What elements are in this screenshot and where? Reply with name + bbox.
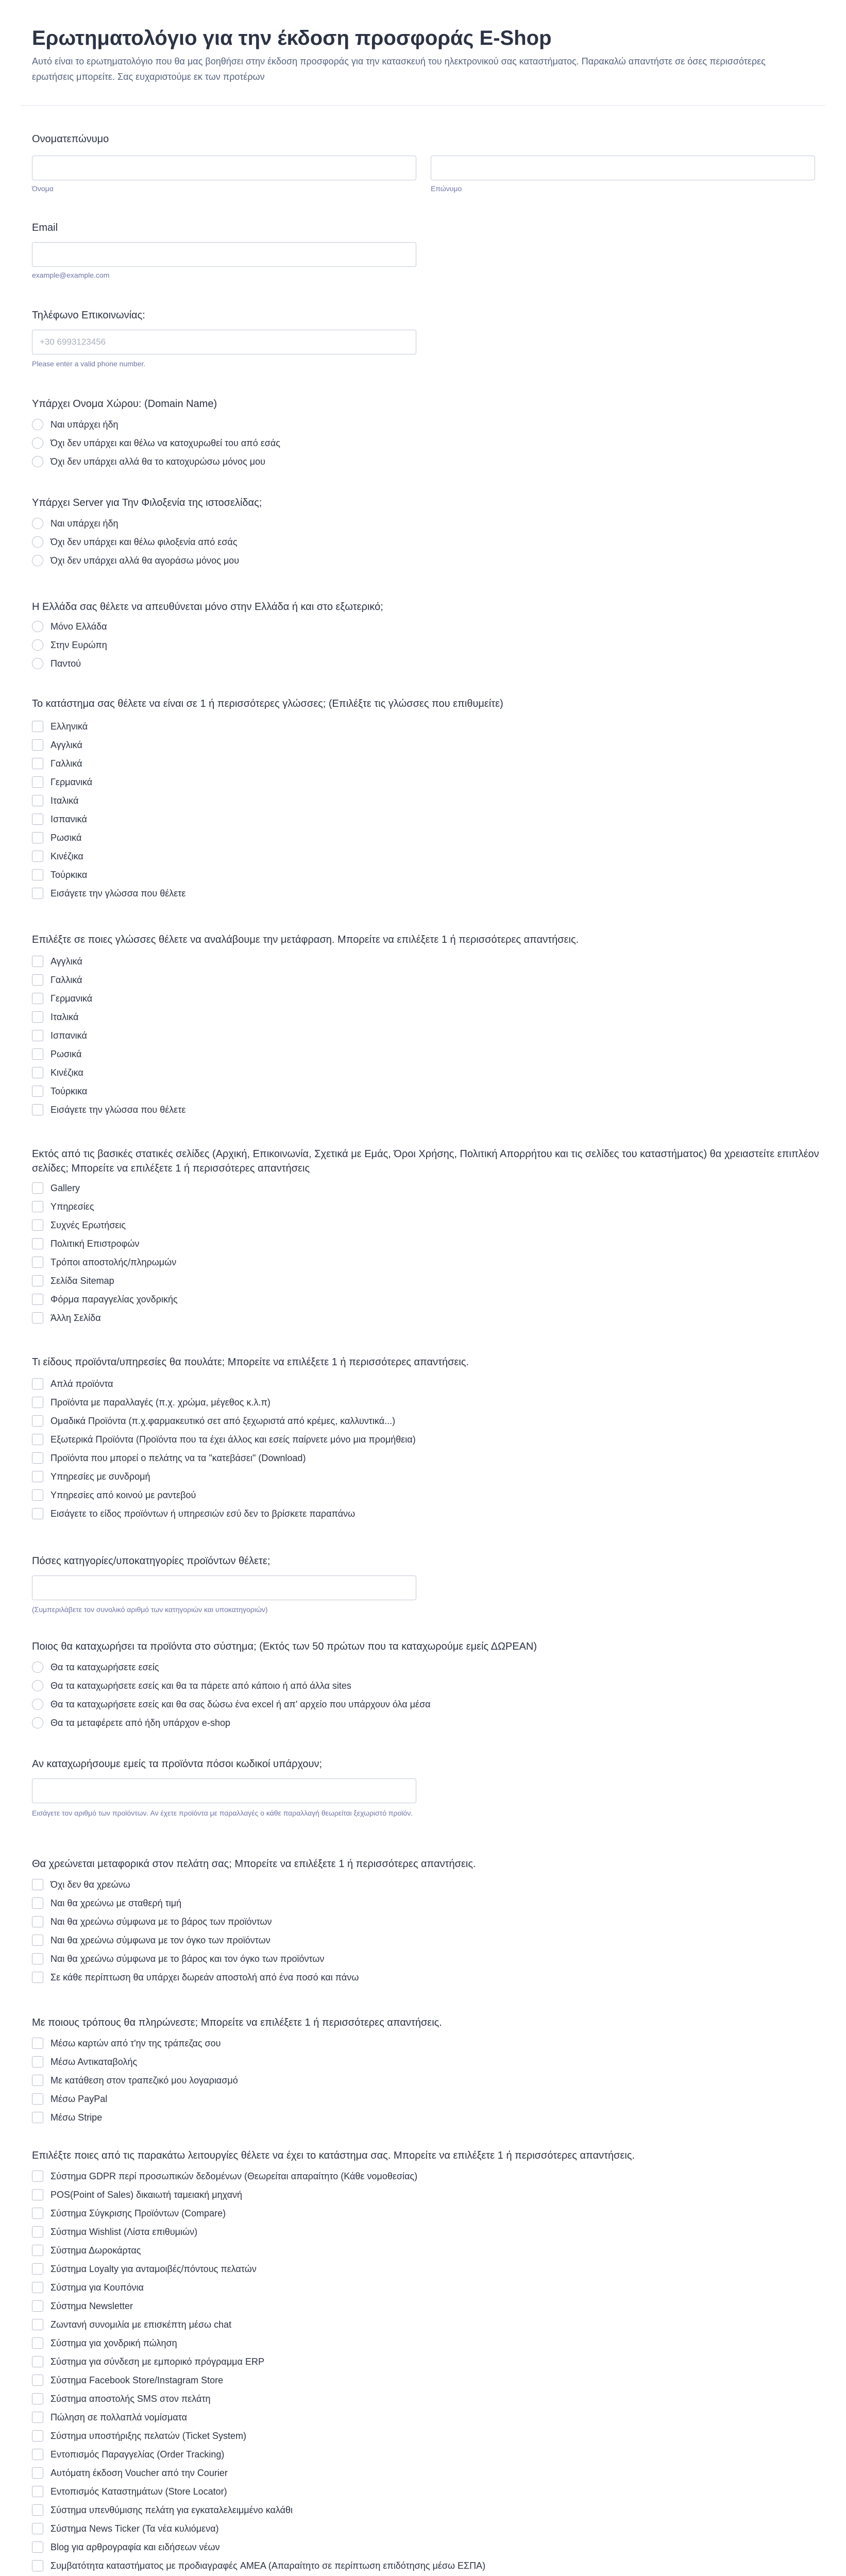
translation-option[interactable]: Ισπανικά — [32, 1026, 805, 1045]
feature-option[interactable]: Εντοπισμός Παραγγελίας (Order Tracking) — [32, 2445, 805, 2464]
checkbox[interactable] — [32, 1312, 43, 1324]
language-option[interactable]: Εισάγετε την γλώσσα που θέλετε — [32, 884, 805, 903]
language-option[interactable]: Ελληνικά — [32, 717, 805, 736]
checkbox[interactable] — [32, 2189, 43, 2200]
product-type-option[interactable]: Υπηρεσίες από κοινού με ραντεβού — [32, 1486, 805, 1504]
translation-option[interactable]: Τούρκικα — [32, 1082, 805, 1100]
translation-option[interactable]: Αγγλικά — [32, 952, 805, 971]
checkbox[interactable] — [32, 1275, 43, 1286]
feature-option[interactable]: Blog για αρθρογραφία και ειδήσεων νέων — [32, 2538, 805, 2556]
checkbox[interactable] — [32, 1397, 43, 1408]
shipping-option[interactable]: Ναι θα χρεώνω σύμφωνα με τον όγκο των προϊόντων — [32, 1931, 805, 1950]
checkbox[interactable] — [32, 2504, 43, 2516]
domain-options — [32, 415, 805, 471]
product-type-option[interactable]: Εξωτερικά Προϊόντα (Προϊόντα που τα έχει άλλος και εσείς παίρνετε μόνο μια προμήθεια) — [32, 1430, 805, 1449]
email-sublabel: example@example.com — [32, 271, 110, 279]
checkbox[interactable] — [32, 1011, 43, 1023]
feature-option[interactable]: Εντοπισμός Καταστημάτων (Store Locator) — [32, 2482, 805, 2501]
radio-button[interactable] — [32, 437, 43, 449]
checkbox[interactable] — [32, 1378, 43, 1389]
translation-label: Επιλέξτε σε ποιες γλώσσες θέλετε να αναλάβουμε την μετάφραση. Μπορείτε να επιλέξετε 1 ή περισσότερες απαντήσεις. — [32, 934, 579, 945]
categories-sublabel: (Συμπεριλάβετε τον συνολικό αριθμό των κατηγοριών και υποκατηγοριών) — [32, 1605, 268, 1614]
product-type-option[interactable]: Ομαδικά Προϊόντα (π.χ.φαρμακευτικό σετ από ξεχωριστά από κρέμες, καλλυντικά...) — [32, 1412, 805, 1430]
feature-option[interactable]: Σύστημα Facebook Store/Instagram Store — [32, 2371, 805, 2389]
checkbox[interactable] — [32, 2486, 43, 2497]
product-entry-option[interactable]: Θα τα καταχωρήσετε εσείς και θα σας δώσω ένα excel ή απ' αρχείο που υπάρχουν όλα μέσα — [32, 1695, 805, 1714]
product-count-label: Αν καταχωρήσουμε εμείς τα προϊόντα πόσοι κωδικοί υπάρχουν; — [32, 1758, 323, 1770]
checkbox[interactable] — [32, 1238, 43, 1249]
radio-button[interactable] — [32, 518, 43, 529]
checkbox[interactable] — [32, 1434, 43, 1445]
checkbox[interactable] — [32, 2093, 43, 2105]
region-option[interactable]: Στην Ευρώπη — [32, 636, 805, 654]
radio-button[interactable] — [32, 1717, 43, 1728]
feature-option[interactable]: Σύστημα υπενθύμισης πελάτη για εγκαταλελειμμένο καλάθι — [32, 2501, 805, 2519]
feature-option[interactable]: Σύστημα Newsletter — [32, 2297, 805, 2315]
feature-option[interactable]: Σύστημα News Ticker (Τα νέα κυλιόμενα) — [32, 2519, 805, 2538]
product-type-option[interactable]: Προϊόντα με παραλλαγές (π.χ. χρώμα, μέγεθος κ.λ.π) — [32, 1393, 805, 1412]
languages-options — [32, 717, 805, 903]
checkbox[interactable] — [32, 1897, 43, 1909]
shipping-label: Θα χρεώνεται μεταφορικά στον πελάτη σας; Μπορείτε να επιλέξετε 1 ή περισσότερες απαντήσεις. — [32, 1858, 476, 1870]
checkbox[interactable] — [32, 2171, 43, 2182]
checkbox[interactable] — [32, 1508, 43, 1519]
product-entry-options — [32, 1658, 805, 1732]
payment-option[interactable]: Μέσω PayPal — [32, 2090, 805, 2108]
page-description: Αυτό είναι το ερωτηματολόγιο που θα μας βοηθήσει στην έκδοση προσφοράς για την κατασκευή του ηλεκτρονικού σας καταστήματος. Παρακαλώ απαντήστε σε όσες περισσότερες ερωτήσεις μπορείτε. Σας ευχαριστούμε εκ των προτέρων — [32, 56, 766, 82]
last-name-sublabel: Επώνυμο — [431, 184, 462, 193]
radio-button[interactable] — [32, 639, 43, 651]
payments-options — [32, 2034, 805, 2127]
checkbox[interactable] — [32, 869, 43, 880]
feature-option[interactable]: Αυτόματη έκδοση Voucher από την Courier — [32, 2464, 805, 2482]
checkbox[interactable] — [32, 2337, 43, 2349]
radio-button[interactable] — [32, 456, 43, 467]
name-label: Ονοματεπώνυμο — [32, 133, 109, 145]
language-option[interactable]: Τούρκικα — [32, 866, 805, 884]
page-option[interactable]: Τρόποι αποστολής/πληρωμών — [32, 1253, 805, 1272]
feature-option[interactable]: Σύστημα GDPR περί προσωπικών δεδομένων (Θεωρείται απαραίτητο (Κάθε νομοθεσίας) — [32, 2167, 805, 2185]
checkbox[interactable] — [32, 1104, 43, 1115]
checkbox[interactable] — [32, 2300, 43, 2312]
checkbox[interactable] — [32, 2541, 43, 2553]
checkbox[interactable] — [32, 2412, 43, 2423]
server-label: Υπάρχει Server για Την Φιλοξενία της ιστοσελίδας; — [32, 497, 262, 509]
domain-label: Υπάρχει Ονομα Χώρου: (Domain Name) — [32, 398, 217, 410]
domain-option[interactable]: Όχι δεν υπάρχει αλλά θα το κατοχυρώσω μόνος μου — [32, 452, 805, 471]
radio-button[interactable] — [32, 621, 43, 632]
page-option[interactable]: Σελίδα Sitemap — [32, 1272, 805, 1290]
server-option[interactable]: Όχι δεν υπάρχει και θέλω φιλοξενία από εσάς — [32, 533, 805, 551]
translation-option[interactable]: Γαλλικά — [32, 971, 805, 989]
page-option[interactable]: Συχνές Ερωτήσεις — [32, 1216, 805, 1234]
feature-option[interactable]: POS(Point of Sales) δικαιωτή ταμειακή μηχανή — [32, 2185, 805, 2204]
language-option[interactable]: Αγγλικά — [32, 736, 805, 754]
checkbox[interactable] — [32, 2560, 43, 2571]
shipping-option[interactable]: Ναι θα χρεώνω σύμφωνα με το βάρος και τον όγκο των προϊόντων — [32, 1950, 805, 1968]
checkbox[interactable] — [32, 1182, 43, 1194]
checkbox[interactable] — [32, 1972, 43, 1983]
product-entry-option[interactable]: Θα τα καταχωρήσετε εσείς και θα τα πάρετε από κάποιο ή από άλλα sites — [32, 1676, 805, 1695]
page-option[interactable]: Φόρμα παραγγελίας χονδρικής — [32, 1290, 805, 1309]
checkbox[interactable] — [32, 721, 43, 732]
categories-input[interactable] — [32, 1575, 416, 1600]
product-entry-option[interactable]: Θα τα μεταφέρετε από ήδη υπάρχον e-shop — [32, 1714, 805, 1732]
shipping-option[interactable]: Ναι θα χρεώνω σύμφωνα με το βάρος των προϊόντων — [32, 1912, 805, 1931]
payment-option[interactable]: Μέσω Αντικαταβολής — [32, 2053, 805, 2071]
checkbox[interactable] — [32, 2226, 43, 2238]
feature-option[interactable]: Σύστημα Δωροκάρτας — [32, 2241, 805, 2260]
feature-option[interactable]: Σύστημα για σύνδεση με εμπορικό πρόγραμμα ERP — [32, 2352, 805, 2371]
checkbox[interactable] — [32, 832, 43, 843]
checkbox[interactable] — [32, 758, 43, 769]
checkbox[interactable] — [32, 993, 43, 1004]
language-option[interactable]: Γαλλικά — [32, 754, 805, 773]
checkbox[interactable] — [32, 776, 43, 788]
feature-option[interactable]: Σύστημα Wishlist (Λίστα επιθυμιών) — [32, 2223, 805, 2241]
region-option[interactable]: Μόνο Ελλάδα — [32, 617, 805, 636]
domain-option[interactable]: Ναι υπάρχει ήδη — [32, 415, 805, 434]
checkbox[interactable] — [32, 888, 43, 899]
radio-button[interactable] — [32, 536, 43, 548]
checkbox[interactable] — [32, 1415, 43, 1427]
shipping-option[interactable]: Όχι δεν θα χρεώνω — [32, 1875, 805, 1894]
payment-option[interactable]: Μέσω Stripe — [32, 2108, 805, 2127]
radio-button[interactable] — [32, 419, 43, 430]
region-options — [32, 617, 805, 673]
feature-option[interactable]: Σύστημα Loyalty για ανταμοιβές/πόντους πελατών — [32, 2260, 805, 2278]
checkbox[interactable] — [32, 2449, 43, 2460]
server-option[interactable]: Ναι υπάρχει ήδη — [32, 514, 805, 533]
checkbox[interactable] — [32, 1048, 43, 1060]
region-option[interactable]: Παντού — [32, 654, 805, 673]
checkbox[interactable] — [32, 739, 43, 751]
checkbox[interactable] — [32, 1935, 43, 1946]
phone-label: Τηλέφωνο Επικοινωνίας: — [32, 310, 145, 321]
checkbox[interactable] — [32, 956, 43, 967]
checkbox[interactable] — [32, 2112, 43, 2123]
checkbox[interactable] — [32, 1879, 43, 1890]
page-option[interactable]: Άλλη Σελίδα — [32, 1309, 805, 1327]
checkbox[interactable] — [32, 2245, 43, 2256]
payment-option[interactable]: Μέσω καρτών από τ'ην της τράπεζας σου — [32, 2034, 805, 2053]
page-option[interactable]: Υπηρεσίες — [32, 1197, 805, 1216]
page-option[interactable]: Gallery — [32, 1179, 805, 1197]
payment-option[interactable]: Με κατάθεση στον τραπεζικό μου λογαριασμό — [32, 2071, 805, 2090]
feature-option[interactable]: Συμβατότητα καταστήματος με προδιαγραφές AMEA (Απαραίτητο σε περίπτωση επιδότησης μέσω ΕΣΠΑ) — [32, 2556, 805, 2575]
checkbox[interactable] — [32, 2056, 43, 2067]
radio-button[interactable] — [32, 658, 43, 669]
checkbox[interactable] — [32, 1916, 43, 1927]
checkbox[interactable] — [32, 1471, 43, 1482]
feature-option[interactable]: Σύστημα αποστολής SMS στον πελάτη — [32, 2389, 805, 2408]
product-count-input[interactable] — [32, 1778, 416, 1803]
product-types-options — [32, 1375, 805, 1523]
checkbox[interactable] — [32, 1067, 43, 1078]
radio-button[interactable] — [32, 555, 43, 566]
features-label: Επιλέξτε ποιες από τις παρακάτω λειτουργίες θέλετε να έχει το κατάστημα σας. Μπορείτε να επιλέξετε 1 ή περισσότερες απαντήσεις. — [32, 2150, 635, 2161]
radio-button[interactable] — [32, 1699, 43, 1710]
language-option[interactable]: Κινέζικα — [32, 847, 805, 866]
feature-option[interactable]: Πώληση σε πολλαπλά νομίσματα — [32, 2408, 805, 2427]
product-entry-option[interactable]: Θα τα καταχωρήσετε εσείς — [32, 1658, 805, 1676]
product-entry-label: Ποιος θα καταχωρήσει τα προϊόντα στο σύστημα; (Εκτός των 50 πρώτων που τα καταχωρούμε εμείς ΔΩΡΕΑΝ) — [32, 1641, 537, 1652]
translation-option[interactable]: Γερμανικά — [32, 989, 805, 1008]
translation-option[interactable]: Ρωσικά — [32, 1045, 805, 1063]
checkbox[interactable] — [32, 2319, 43, 2330]
product-type-option[interactable]: Εισάγετε το είδος προϊόντων ή υπηρεσιών εσύ δεν το βρίσκετε παραπάνω — [32, 1504, 805, 1523]
checkbox[interactable] — [32, 974, 43, 986]
checkbox[interactable] — [32, 2523, 43, 2534]
product-types-label: Τι είδους προϊόντα/υπηρεσίες θα πουλάτε; Μπορείτε να επιλέξετε 1 ή περισσότερες απαντήσεις. — [32, 1357, 469, 1368]
pages-label: Εκτός από τις βασικές στατικές σελίδες (Αρχική, Επικοινωνία, Σχετικά με Εμάς, Όροι Χρήσης, Πολιτική Απορρήτου και τις σελίδες του καταστήματος) θα χρειαστείτε επιπλέον σελίδες; Μπορείτε να επιλέξετε 1 ή περισσότερες απαντήσεις — [32, 1148, 819, 1174]
checkbox[interactable] — [32, 1219, 43, 1231]
translation-option[interactable]: Εισάγετε την γλώσσα που θέλετε — [32, 1100, 805, 1119]
translation-options — [32, 952, 805, 1119]
header-divider — [21, 105, 825, 106]
checkbox[interactable] — [32, 2356, 43, 2367]
features-options — [32, 2167, 805, 2575]
language-option[interactable]: Ισπανικά — [32, 810, 805, 828]
checkbox[interactable] — [32, 795, 43, 806]
checkbox[interactable] — [32, 2467, 43, 2479]
product-count-sublabel: Εισάγετε τον αριθμό των προϊόντων. Αν έχετε προϊόντα με παραλλαγές ο κάθε παραλλαγή θεωρείται ξεχωριστό προϊόν. — [32, 1809, 413, 1817]
feature-option[interactable]: Σύστημα για χονδρική πώληση — [32, 2334, 805, 2352]
language-option[interactable]: Ρωσικά — [32, 828, 805, 847]
checkbox[interactable] — [32, 1294, 43, 1305]
last-name-input[interactable] — [431, 156, 815, 180]
page-option[interactable]: Πολιτική Επιστροφών — [32, 1234, 805, 1253]
checkbox[interactable] — [32, 814, 43, 825]
feature-option[interactable]: Ζωντανή συνομιλία με επισκέπτη μέσω chat — [32, 2315, 805, 2334]
translation-option[interactable]: Ιταλικά — [32, 1008, 805, 1026]
checkbox[interactable] — [32, 1489, 43, 1501]
categories-label: Πόσες κατηγορίες/υποκατηγορίες προϊόντων θέλετε; — [32, 1555, 270, 1567]
language-option[interactable]: Γερμανικά — [32, 773, 805, 791]
phone-input[interactable] — [32, 330, 416, 354]
checkbox[interactable] — [32, 1086, 43, 1097]
product-type-option[interactable]: Προϊόντα που μπορεί ο πελάτης να τα "κατεβάσει" (Download) — [32, 1449, 805, 1467]
checkbox[interactable] — [32, 1953, 43, 1964]
checkbox[interactable] — [32, 851, 43, 862]
domain-option[interactable]: Όχι δεν υπάρχει και θέλω να κατοχυρωθεί του από εσάς — [32, 434, 805, 452]
shipping-option[interactable]: Σε κάθε περίπτωση θα υπάρχει δωρεάν αποστολή από ένα ποσό και πάνω — [32, 1968, 805, 1987]
first-name-input[interactable] — [32, 156, 416, 180]
checkbox[interactable] — [32, 2038, 43, 2049]
page-title: Ερωτηματολόγιο για την έκδοση προσφοράς E-Shop — [32, 27, 552, 49]
feature-option[interactable]: Σύστημα υποστήριξης πελατών (Ticket System) — [32, 2427, 805, 2445]
email-label: Email — [32, 222, 58, 233]
checkbox[interactable] — [32, 2208, 43, 2219]
checkbox[interactable] — [32, 2282, 43, 2293]
email-input[interactable] — [32, 242, 416, 267]
phone-sublabel: Please enter a valid phone number. — [32, 360, 146, 368]
product-type-option[interactable]: Απλά προϊόντα — [32, 1375, 805, 1393]
checkbox[interactable] — [32, 2430, 43, 2442]
pages-options — [32, 1179, 805, 1327]
checkbox[interactable] — [32, 2263, 43, 2275]
first-name-sublabel: Όνομα — [32, 184, 54, 193]
checkbox[interactable] — [32, 2375, 43, 2386]
feature-option[interactable]: Σύστημα για Κουπόνια — [32, 2278, 805, 2297]
checkbox[interactable] — [32, 2393, 43, 2404]
translation-option[interactable]: Κινέζικα — [32, 1063, 805, 1082]
shipping-option[interactable]: Ναι θα χρεώνω με σταθερή τιμή — [32, 1894, 805, 1912]
region-label: Η Ελλάδα σας θέλετε να απευθύνεται μόνο στην Ελλάδα ή και στο εξωτερικό; — [32, 601, 383, 613]
shipping-options — [32, 1875, 805, 1987]
checkbox[interactable] — [32, 1452, 43, 1464]
language-option[interactable]: Ιταλικά — [32, 791, 805, 810]
languages-label: Το κατάστημα σας θέλετε να είναι σε 1 ή περισσότερες γλώσσες; (Επιλέξτε τις γλώσσες που επιθυμείτε) — [32, 698, 503, 709]
checkbox[interactable] — [32, 2075, 43, 2086]
server-option[interactable]: Όχι δεν υπάρχει αλλά θα αγοράσω μόνος μου — [32, 551, 805, 570]
radio-button[interactable] — [32, 1662, 43, 1673]
checkbox[interactable] — [32, 1201, 43, 1212]
radio-button[interactable] — [32, 1680, 43, 1691]
checkbox[interactable] — [32, 1030, 43, 1041]
server-options — [32, 514, 805, 570]
payments-label: Με ποιους τρόπους θα πληρώνεστε; Μπορείτε να επιλέξετε 1 ή περισσότερες απαντήσεις. — [32, 2017, 442, 2028]
feature-option[interactable]: Σύστημα Σύγκρισης Προϊόντων (Compare) — [32, 2204, 805, 2223]
product-type-option[interactable]: Υπηρεσίες με συνδρομή — [32, 1467, 805, 1486]
checkbox[interactable] — [32, 1257, 43, 1268]
